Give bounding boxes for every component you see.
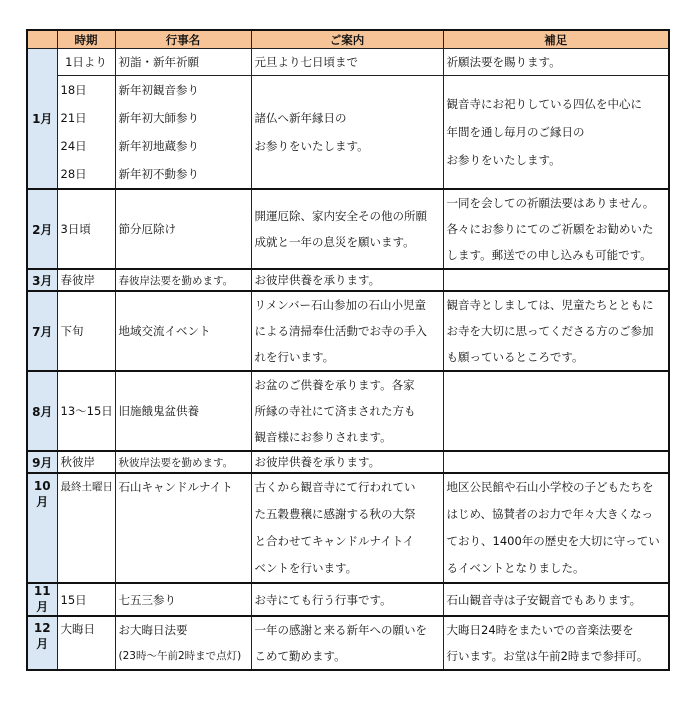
event-note — [443, 269, 669, 291]
event-info: 元旦より七日頃まで — [251, 49, 443, 76]
date-line: 28日 — [60, 167, 87, 181]
event-name: 初詣・新年祈願 — [115, 49, 251, 76]
info-line: 開運厄除、家内安全その他の所願 — [254, 209, 427, 223]
event-note — [443, 76, 669, 190]
month-dec: 12月 — [27, 616, 57, 670]
note-line: 観音寺としましては、児童たちとともに — [446, 298, 654, 312]
event-name: 春彼岸法要を勤めます。 — [115, 269, 251, 291]
event-name — [115, 616, 251, 670]
header-info: ご案内 — [251, 30, 443, 49]
date-line: 21日 — [60, 111, 87, 125]
info-line: お参りをいたします。 — [254, 139, 369, 153]
event-info — [251, 371, 443, 451]
month-nov: 11月 — [27, 583, 57, 616]
header-note: 補足 — [443, 30, 669, 49]
event-info — [251, 473, 443, 583]
event-name: 石山キャンドルナイト — [115, 473, 251, 583]
date-cell: 大晦日 — [57, 616, 115, 670]
table-row-sep — [27, 451, 669, 473]
header-row — [27, 30, 669, 49]
info-line: ベントを行います。 — [254, 561, 358, 575]
event-note: 石山観音寺は子安観音でもあります。 — [443, 583, 669, 616]
info-line: 諸仏へ新年縁日の — [254, 111, 347, 125]
note-line: はじめ、協賛者のお力で年々大きくなっ — [446, 507, 654, 521]
month-mar: 3月 — [27, 269, 57, 291]
date-line: 18日 — [60, 83, 87, 97]
note-line: 年間を通し毎月のご縁日の — [446, 125, 585, 139]
event-note: 祈願法要を賜ります。 — [443, 49, 669, 76]
note-line: お参りをいたします。 — [446, 153, 561, 167]
info-line: と合わせてキャンドルナイトイ — [254, 534, 415, 548]
event-name: 旧施餓鬼盆供養 — [115, 371, 251, 451]
table-row-nov — [27, 583, 669, 616]
note-line: 各々にお参りにてのご祈願をお勧めいた — [446, 222, 654, 236]
date-cell — [57, 76, 115, 190]
name-line: お大晦日法要 — [118, 623, 188, 637]
table-row-jan-1 — [27, 49, 669, 76]
info-line: 一年の感謝と来る新年への願いを — [254, 623, 427, 637]
events-table — [26, 29, 670, 671]
info-line: れを行います。 — [254, 350, 335, 364]
note-line: お寺を大切に思ってくださる方のご参加 — [446, 324, 654, 338]
info-line: 所縁の寺社にて済まされた方も — [254, 404, 416, 418]
info-line: 成就と一年の息災を願います。 — [254, 235, 415, 249]
date-cell: 下旬 — [57, 291, 115, 371]
event-name: 秋彼岸法要を勤めます。 — [115, 451, 251, 473]
info-line: た五穀豊穣に感謝する秋の大祭 — [254, 507, 416, 521]
note-line: 地区公民館や石山小学校の子どもたちを — [446, 480, 654, 494]
table-row-mar — [27, 269, 669, 291]
table-row-aug — [27, 371, 669, 451]
note-line: も願っているところです。 — [446, 350, 584, 364]
header-name: 行事名 — [115, 30, 251, 49]
month-jan: 1月 — [27, 49, 57, 190]
note-line: 行います。お堂は午前2時まで参拝可。 — [446, 649, 649, 663]
month-jul: 7月 — [27, 291, 57, 371]
note-line: 一同を会しての祈願法要はありません。 — [446, 196, 655, 210]
table-row-feb — [27, 189, 669, 269]
event-info — [251, 189, 443, 269]
event-info: お彼岸供養を承ります。 — [251, 269, 443, 291]
date-cell: 春彼岸 — [57, 269, 115, 291]
month-feb: 2月 — [27, 189, 57, 269]
event-info — [251, 616, 443, 670]
month-oct: 10月 — [27, 473, 57, 583]
name-line: 新年初地蔵参り — [118, 139, 199, 153]
info-line: 古くから観音寺にて行われてい — [254, 480, 416, 494]
date-cell: 15日 — [57, 583, 115, 616]
note-line: るイベントとなりました。 — [446, 561, 585, 575]
note-line: ており、1400年の歴史を大切に守ってい — [446, 534, 660, 548]
date-cell: 1日より — [57, 49, 115, 76]
note-line: します。郵送での申し込みも可能です。 — [446, 248, 652, 262]
month-aug: 8月 — [27, 371, 57, 451]
info-line: リメンバー石山参加の石山小児童 — [254, 298, 426, 312]
name-line: 新年初大師参り — [118, 111, 199, 125]
event-name: 七五三参り — [115, 583, 251, 616]
name-line: 新年初不動参り — [118, 167, 199, 181]
event-info — [251, 76, 443, 190]
name-line: (23時～午前2時まで点灯) — [118, 650, 242, 662]
name-line: 新年初観音参り — [118, 83, 199, 97]
event-note — [443, 291, 669, 371]
month-sep: 9月 — [27, 451, 57, 473]
event-name: 地域交流イベント — [115, 291, 251, 371]
info-line: お盆のご供養を承ります。各家 — [254, 378, 415, 392]
note-line: 観音寺にお祀りしている四仏を中心に — [446, 97, 642, 111]
event-note — [443, 189, 669, 269]
info-line: 観音様にお参りされます。 — [254, 430, 392, 444]
event-note — [443, 371, 669, 451]
table-row-oct — [27, 473, 669, 583]
event-info: お寺にても行う行事です。 — [251, 583, 443, 616]
event-note — [443, 451, 669, 473]
info-line: こめて勤めます。 — [254, 649, 346, 663]
table-row-dec — [27, 616, 669, 670]
date-cell: 秋彼岸 — [57, 451, 115, 473]
event-info: お彼岸供養を承ります。 — [251, 451, 443, 473]
table-row-jan-2 — [27, 76, 669, 190]
date-cell: 最終土曜日 — [57, 473, 115, 583]
event-note — [443, 616, 669, 670]
event-name — [115, 76, 251, 190]
event-note — [443, 473, 669, 583]
note-line: 大晦日24時をまたいでの音楽法要を — [446, 623, 634, 637]
header-date: 時期 — [57, 30, 115, 49]
header-blank — [27, 30, 57, 49]
date-line: 24日 — [60, 139, 87, 153]
date-cell: 3日頃 — [57, 189, 115, 269]
info-line: による清掃奉仕活動でお寺の手入 — [254, 324, 427, 338]
date-cell: 13～15日 — [57, 371, 115, 451]
table-row-jul — [27, 291, 669, 371]
event-name: 節分厄除け — [115, 189, 251, 269]
event-info — [251, 291, 443, 371]
